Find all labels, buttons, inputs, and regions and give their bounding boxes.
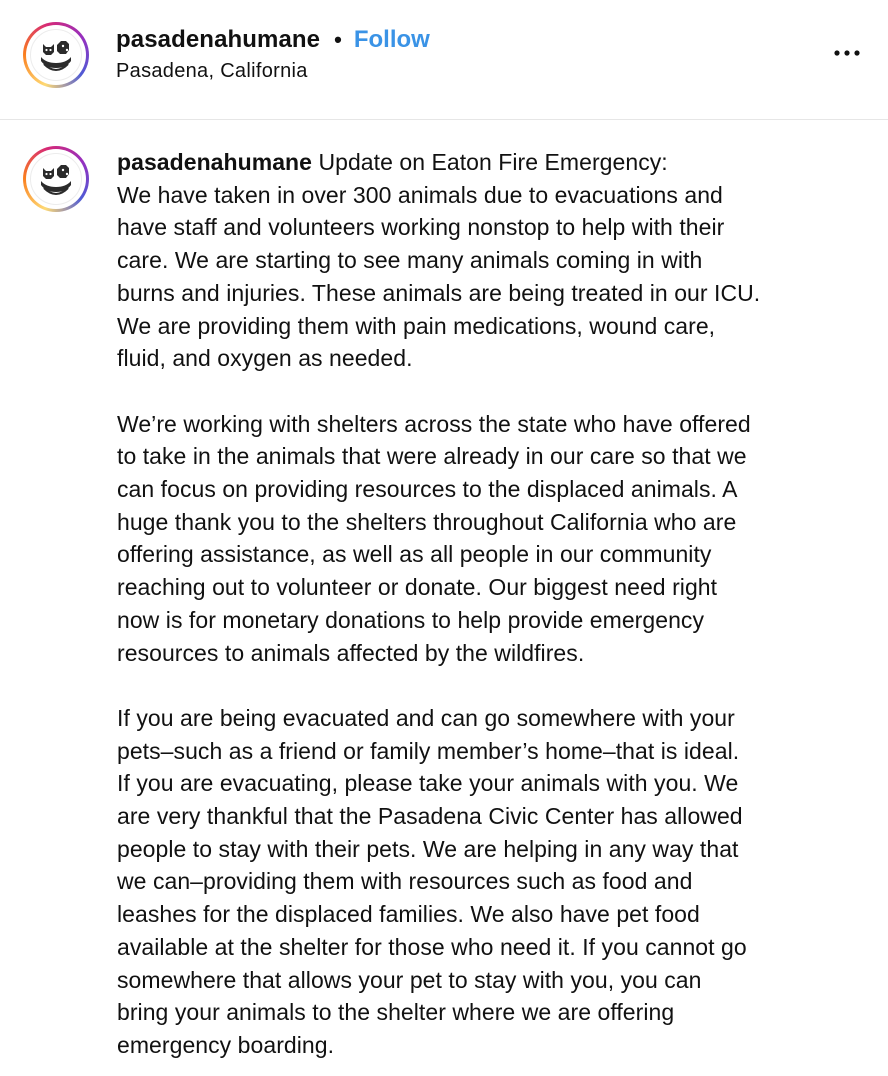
caption-line: bring your animals to the shelter where we are offering — [117, 999, 675, 1026]
caption-line: we can–providing them with resources such as food and — [117, 868, 693, 895]
caption-line: leashes for the displaced families. We also have pet food — [117, 901, 700, 928]
caption-line: reaching out to volunteer or donate. Our biggest need right — [117, 574, 718, 601]
caption-line: to take in the animals that were already in our care so that we — [117, 443, 747, 470]
more-options-icon[interactable] — [834, 40, 860, 66]
caption-line: are very thankful that the Pasadena Civic Center has allowed — [117, 803, 743, 830]
caption-line: have staff and volunteers working nonstop to help with their — [117, 214, 725, 241]
caption-line: resources to animals affected by the wildfires. — [117, 639, 585, 666]
caption-line: If you are evacuating, please take your animals with you. We — [117, 770, 739, 797]
username-row — [116, 24, 430, 56]
caption-lead-line — [117, 146, 857, 179]
caption-line: pets–such as a friend or family member’s home–that is ideal. — [117, 737, 740, 764]
caption-lead: Update on Eaton Fire Emergency: — [312, 149, 668, 175]
caption-line: now is for monetary donations to help provide emergency — [117, 606, 705, 633]
caption-line: We’re working with shelters across the state who have offered — [117, 410, 751, 437]
caption-line: fluid, and oxygen as needed. — [117, 345, 413, 372]
header-text — [116, 24, 430, 83]
location-link[interactable]: Pasadena, California — [116, 60, 308, 82]
caption-line: We are providing them with pain medications, wound care, — [117, 312, 716, 339]
caption-line: somewhere that allows your pet to stay with you, you can — [117, 966, 702, 993]
caption-paragraph-3 — [117, 702, 857, 1062]
caption-line: We have taken in over 300 animals due to evacuations and — [117, 181, 723, 208]
caption-line: emergency boarding. — [117, 1031, 335, 1058]
post-caption — [117, 146, 857, 1062]
caption-paragraph-2 — [117, 408, 857, 670]
caption-line: burns and injuries. These animals are being treated in our ICU. — [117, 279, 761, 306]
follow-button[interactable]: Follow — [353, 26, 430, 53]
pasadena-humane-logo-icon — [30, 29, 82, 81]
caption-line: offering assistance, as well as all people in our community — [117, 541, 712, 568]
caption-line: If you are being evacuated and can go somewhere with your — [117, 704, 735, 731]
pasadena-humane-logo-icon — [30, 153, 82, 205]
caption-line: available at the shelter for those who need it. If you cannot go — [117, 933, 747, 960]
caption-line: can focus on providing resources to the displaced animals. A — [117, 476, 738, 503]
caption-line: people to stay with their pets. We are helping in any way that — [117, 835, 739, 862]
caption-line: care. We are starting to see many animals coming in with — [117, 247, 703, 274]
caption-avatar[interactable] — [23, 146, 89, 212]
caption-paragraph-1 — [117, 146, 857, 375]
post-header — [0, 0, 888, 120]
profile-avatar[interactable] — [23, 22, 89, 88]
separator-dot: • — [334, 27, 342, 52]
username-link[interactable]: pasadenahumane — [116, 26, 321, 53]
caption-username-link[interactable]: pasadenahumane — [117, 149, 312, 175]
caption-line: huge thank you to the shelters throughout California who are — [117, 508, 737, 535]
